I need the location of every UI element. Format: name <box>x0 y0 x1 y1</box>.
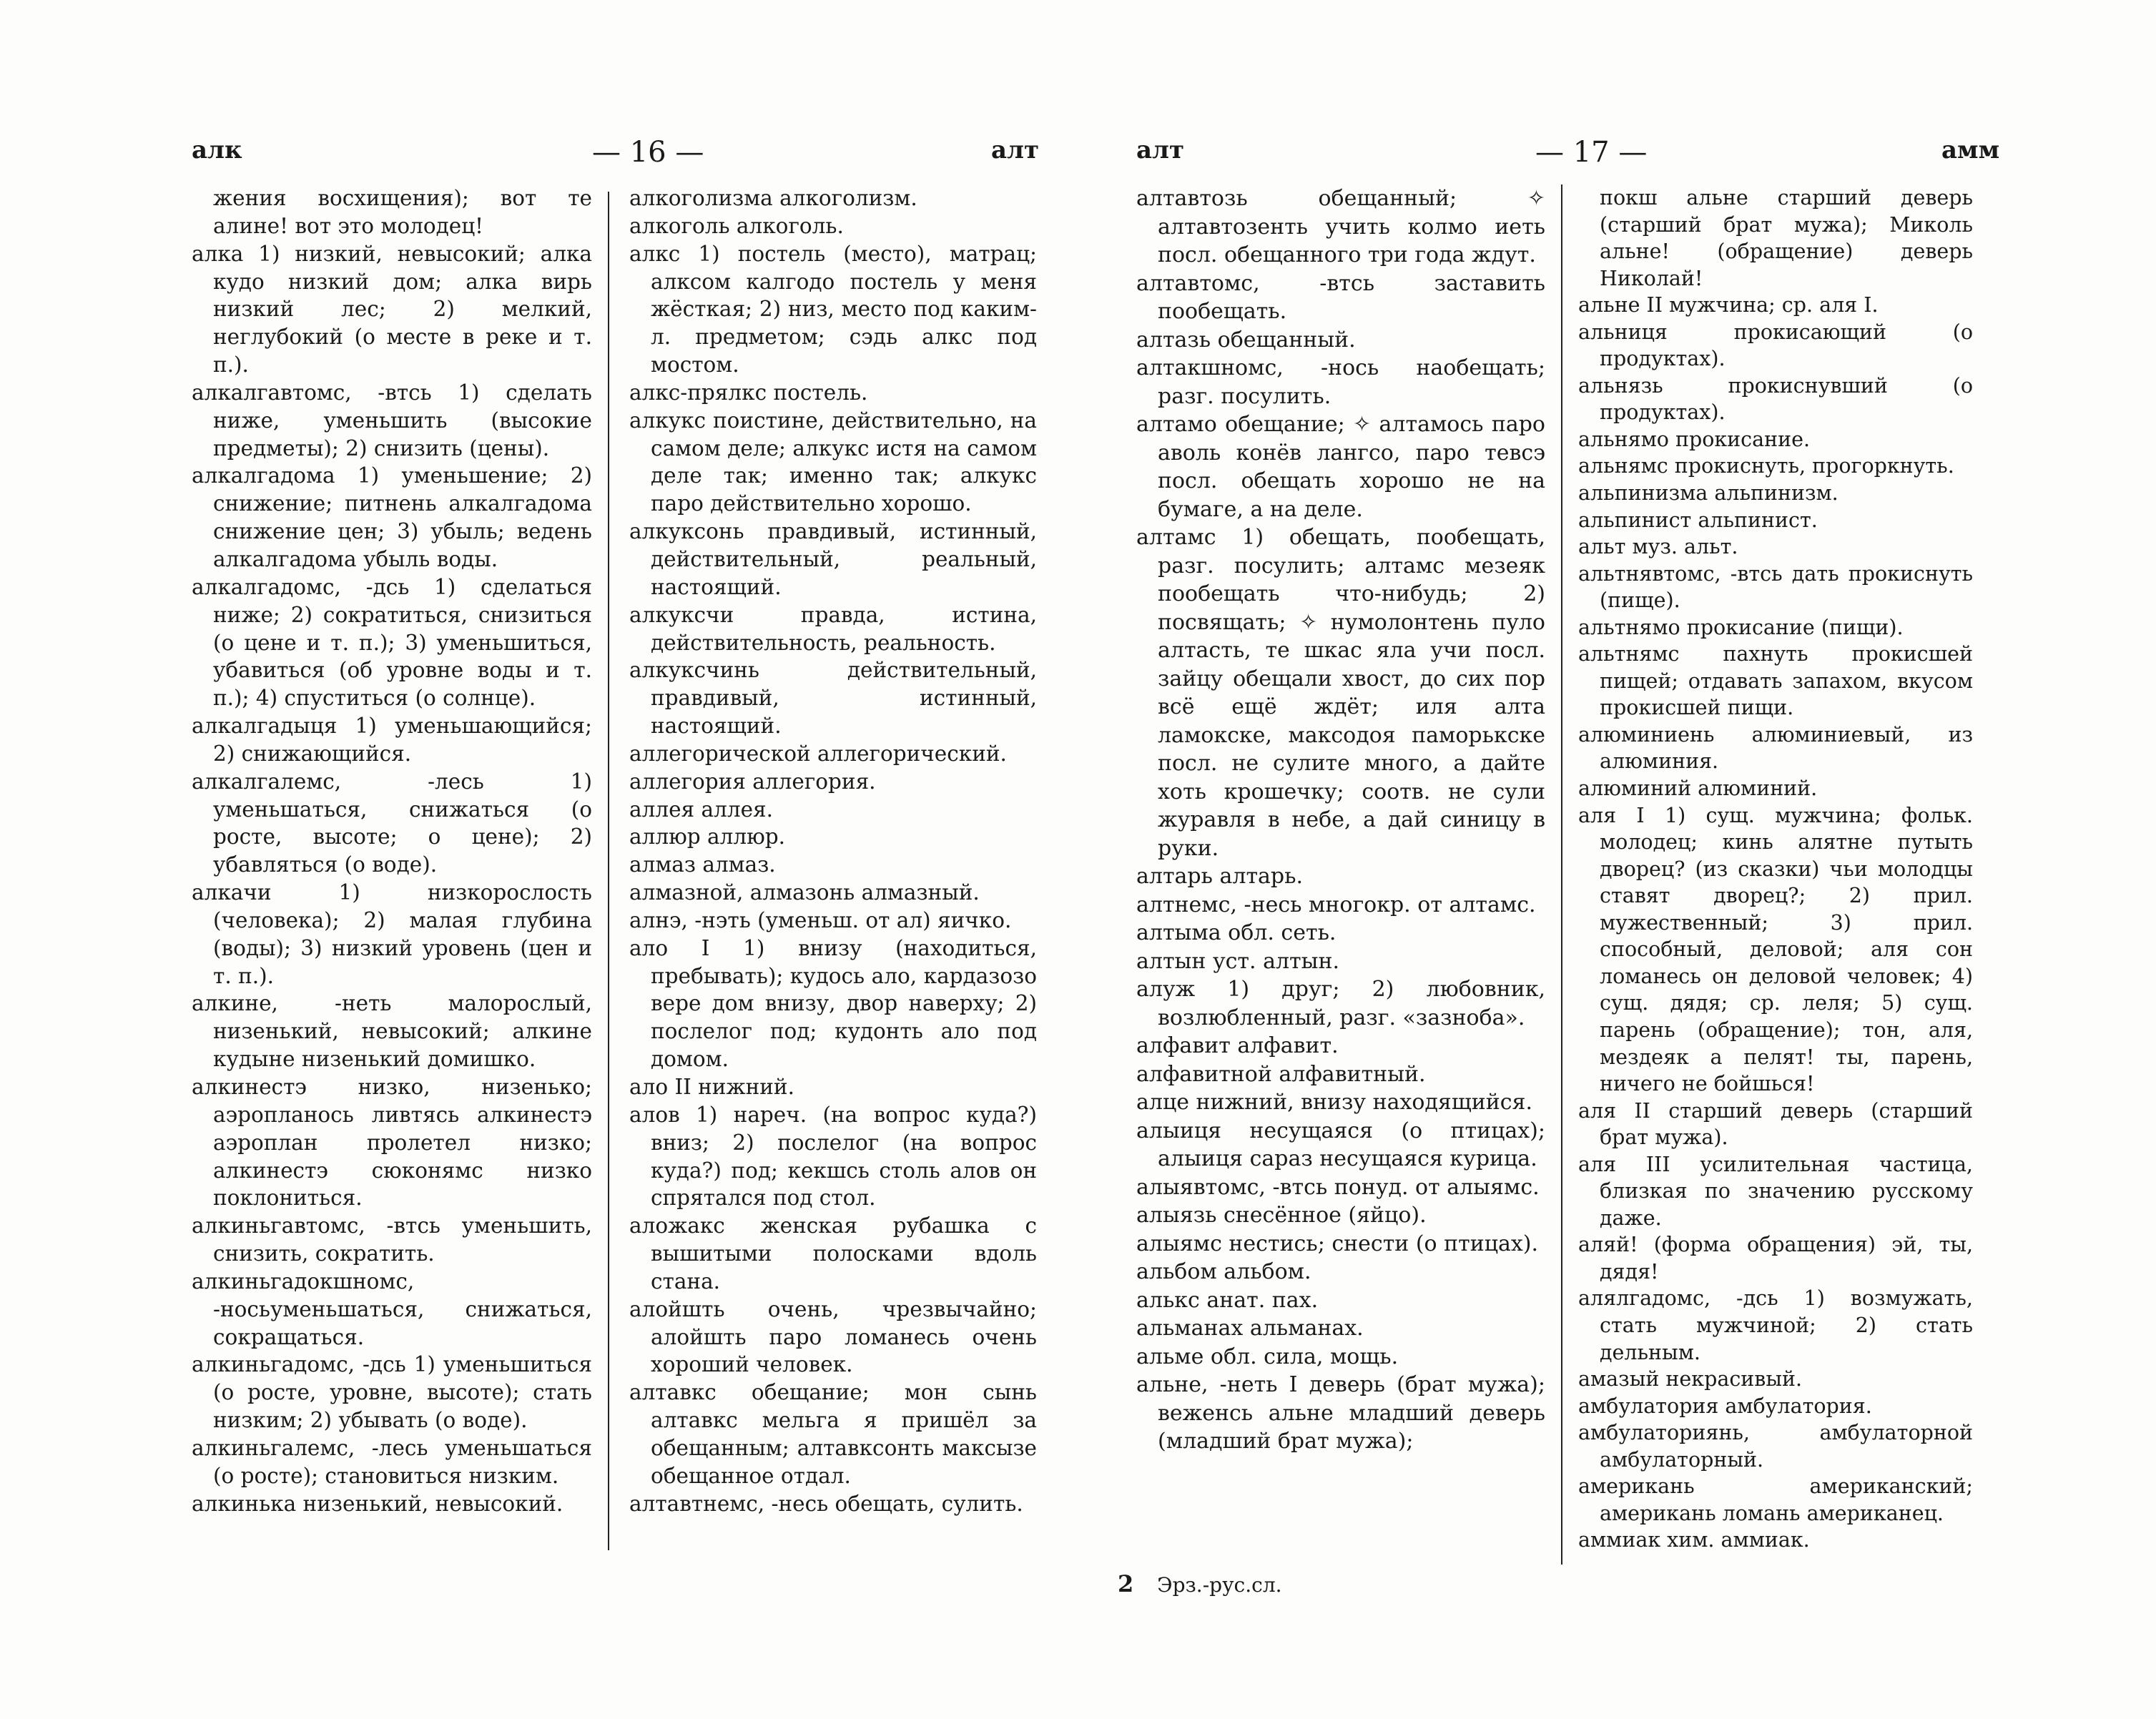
entry: алыязь снесённое (яйцо). <box>1136 1203 1427 1228</box>
entry: алялгадомс, -дсь 1) возмужать, стать мужчиной; 2) стать дельным. <box>1578 1286 1973 1364</box>
entry: алкалгалемс, -лесь 1) уменьшаться, снижаться (о росте, высоте; о цене); 2) убавляться (о воде). <box>192 769 592 877</box>
entry: аложакс женская рубашка с вышитыми полосками вдоль стана. <box>629 1213 1037 1294</box>
entry: ало I 1) внизу (находиться, пребывать); кудось ало, кардазозо вере дом внизу, двор наверху; 2) послелог под; кудонть ало под домом. <box>629 935 1037 1072</box>
entry: аллегорической аллегорический. <box>629 741 1007 766</box>
entry: алфавит алфавит. <box>1136 1033 1339 1058</box>
entry: альтнямс пахнуть прокисшей пищей; отдавать запахом, вкусом прокисшей пищи. <box>1578 642 1973 720</box>
entry: алкалгадомс, -дсь 1) сделаться ниже; 2) сократиться, снизиться (о цене и т. п.); 3) уменьшиться, убавиться (об уровне воды и т. п.); 4) спуститься (о солнце). <box>192 574 592 711</box>
entry: алка 1) низкий, невысокий; алка кудо низкий дом; алка вирь низкий лес; 2) мелкий, неглубокий (о месте в реке и т. п.). <box>192 241 592 378</box>
entry: альпинист альпинист. <box>1578 508 1818 532</box>
signature-mark: 2 <box>1118 1570 1134 1597</box>
entry: аллегория аллегория. <box>629 769 876 794</box>
entry: алкс-прялкс постель. <box>629 380 868 405</box>
entry: алтавтомс, -втсь заставить пообещать. <box>1136 270 1545 324</box>
entry: амбулаториянь, амбулаторной амбулаторный. <box>1578 1421 1973 1472</box>
right-header-left: алт <box>1136 136 1185 164</box>
entry: жения восхищения); вот те алине! вот это молодец! <box>213 186 592 238</box>
entry: аля II старший деверь (старший брат мужа). <box>1578 1098 1973 1150</box>
entry: алов 1) нареч. (на вопрос куда?) вниз; 2) послелог (на вопрос куда?) под; кекшсь столь алов он спрятался под стол. <box>629 1102 1037 1211</box>
entry: алтазь обещанный. <box>1136 327 1356 353</box>
entry: аллюр аллюр. <box>629 824 786 849</box>
entry: альт муз. альт. <box>1578 535 1738 559</box>
left-column-2 <box>629 184 1037 1518</box>
entry: алтамс 1) обещать, пообещать, разг. посулить; алтамс мезеяк пообещать что-нибудь; 2) посвящать; ✧ нумолонтень пуло алтасть, те шкас яла учи посл. зайцу обещали хвост, до сих пор всё ещё ждёт; иля алта ламокске, максодоя паморькске посл. не сулите много, а дайте хоть крошечку; соотв. не сули журавля в небе, а дай синицу в руки. <box>1136 525 1545 861</box>
entry: алнэ, -нэть (уменьш. от ал) яичко. <box>629 907 1012 932</box>
entry: амбулатория амбулатория. <box>1578 1394 1872 1418</box>
right-column-1 <box>1136 184 1545 1456</box>
left-header-left: алк <box>192 136 242 164</box>
entry: алтавтнемс, -несь обещать, сулить. <box>629 1491 1023 1516</box>
entry: алкоголизма алкоголизм. <box>629 186 917 210</box>
entry: амазый некрасивый. <box>1578 1367 1803 1392</box>
left-header-right: алт <box>991 136 1040 164</box>
entry: алмазной, алмазонь алмазный. <box>629 880 980 905</box>
entry: альне II мужчина; ср. аля I. <box>1578 293 1879 317</box>
entry: алкуксчи правда, истина, действительность, реальность. <box>629 602 1037 655</box>
entry: альбом альбом. <box>1136 1259 1311 1284</box>
entry: алтамо обещание; ✧ алтамось паро аволь конёв лангсо, паро тевсэ посл. обещать хорошо не на бумаге, а на деле. <box>1136 412 1545 522</box>
entry: алыиця несущаяся (о птицах); алыиця сараз несущаяся курица. <box>1136 1118 1545 1171</box>
right-column-2 <box>1578 184 1973 1554</box>
entry: аммиак хим. аммиак. <box>1578 1528 1810 1552</box>
page-footer <box>1118 1570 1282 1597</box>
entry: альме обл. сила, мощь. <box>1136 1344 1399 1369</box>
entry: альманах альманах. <box>1136 1316 1364 1341</box>
column-divider <box>608 192 609 1550</box>
entry: американь американский; американь ломань американец. <box>1578 1474 1973 1525</box>
entry: алуж 1) друг; 2) любовник, возлюбленный, разг. «зазноба». <box>1136 977 1545 1030</box>
entry: альниця прокисающий (о продуктах). <box>1578 320 1973 371</box>
entry: алкалгадома 1) уменьшение; 2) снижение; питнень алкалгадома снижение цен; 3) убыль; ведень алкалгадома убыль воды. <box>192 463 592 571</box>
entry: алкиньгалемс, -лесь уменьшаться (о росте); становиться низким. <box>192 1435 592 1488</box>
entry: аля III усилительная частица, близкая по значению русскому даже. <box>1578 1152 1973 1230</box>
entry: алкиньгавтомс, -втсь уменьшить, снизить, сократить. <box>192 1213 592 1266</box>
entry: аляй! (форма обращения) эй, ты, дядя! <box>1578 1233 1973 1284</box>
entry: альнямс прокиснуть, прогоркнуть. <box>1578 454 1954 478</box>
entry: аля I 1) сущ. мужчина; фольк. молодец; кинь алятне путыть дворец? (из сказки) чьи молодцы ставят дворец?; 2) прил. мужественный; 3) прил. способный, деловой; аля сон ломанесь он деловой человек; 4) сущ. дядя; ср. леля; 5) сущ. парень (обращение); тон, аля, мездеяк а пелят! ты, парень, ничего не бойшься! <box>1578 803 1973 1096</box>
entry: альнязь прокиснувший (о продуктах). <box>1578 373 1973 425</box>
right-page <box>1078 0 2155 1719</box>
entry: алтарь алтарь. <box>1136 864 1303 889</box>
right-header-right: амм <box>1941 136 2000 164</box>
column-divider <box>1561 184 1562 1565</box>
entry: алце нижний, внизу находящийся. <box>1136 1090 1533 1115</box>
entry: альтнямо прокисание (пищи). <box>1578 615 1904 639</box>
entry: алкинестэ низко, низенько; аэропланось ливтясь алкинестэ аэроплан пролетел низко; алкинестэ сюконямс низко поклониться. <box>192 1075 592 1211</box>
entry: алюминий алюминий. <box>1578 777 1818 801</box>
entry: алкиньгадомс, -дсь 1) уменьшиться (о росте, уровне, высоте); стать низким; 2) убывать (о воде). <box>192 1352 592 1433</box>
entry: алкачи 1) низкорослость (человека); 2) малая глубина (воды); 3) низкий уровень (цен и т. п.). <box>192 880 592 988</box>
entry: алкинька низенький, невысокий. <box>192 1491 563 1516</box>
entry: алкине, -неть малорослый, низенький, невысокий; алкине кудыне низенький домишко. <box>192 991 592 1072</box>
entry: ало II нижний. <box>629 1075 794 1099</box>
entry: алкоголь алкоголь. <box>629 213 844 238</box>
entry: алкуксонь правдивый, истинный, действительный, реальный, настоящий. <box>629 519 1037 599</box>
entry: алмаз алмаз. <box>629 852 776 877</box>
footer-title: Эрз.-рус.сл. <box>1157 1573 1282 1597</box>
entry: алтнемс, -несь многокр. от алтамс. <box>1136 892 1536 917</box>
entry: алкукс поистине, действительно, на самом деле; алкукс истя на самом деле так; именно так; алкукс паро действительно хорошо. <box>629 408 1037 516</box>
entry: алкалгадыця 1) уменьшающийся; 2) снижающийся. <box>192 714 592 766</box>
entry: алфавитной алфавитный. <box>1136 1061 1426 1087</box>
entry: алойшть очень, чрезвычайно; алойшть паро ломанесь очень хороший человек. <box>629 1296 1037 1377</box>
entry: аллея аллея. <box>629 797 774 822</box>
entry: алкуксчинь действительный, правдивый, истинный, настоящий. <box>629 658 1037 739</box>
entry: алтавкс обещание; мон сынь алтавкс мельга я пришёл за обещанным; алтавксонть максызе обещанное отдал. <box>629 1380 1037 1488</box>
left-column-1 <box>192 184 592 1518</box>
entry: альтнявтомс, -втсь дать прокиснуть (пище). <box>1578 561 1973 613</box>
entry: алкс 1) постель (место), матрац; алксом калгодо постель у меня жёсткая; 2) низ, место под каким-л. предметом; сэдь алкс под мостом. <box>629 241 1037 378</box>
entry: алтавтозь обещанный; ✧ алтавтозенть учить колмо иеть посл. обещанного три года ждут. <box>1136 186 1545 267</box>
entry: покш альне старший деверь (старший брат мужа); Миколь альне! (обращение) деверь Николай! <box>1600 186 1973 290</box>
entry: алкалгавтомс, -втсь 1) сделать ниже, уменьшить (высокие предметы); 2) снизить (цены). <box>192 380 592 460</box>
entry: алькс анат. пах. <box>1136 1287 1319 1313</box>
entry: алтакшномс, -нось наобещать; разг. посулить. <box>1136 355 1545 409</box>
entry: алыявтомс, -втсь понуд. от алыямс. <box>1136 1174 1540 1200</box>
entry: альпинизма альпинизм. <box>1578 481 1838 506</box>
left-page-number: — 16 — <box>592 136 704 169</box>
entry: алкиньгадокшномс, -носьуменьшаться, снижаться, сокращаться. <box>192 1269 592 1349</box>
entry: альне, -неть I деверь (брат мужа); веженсь альне младший деверь (младший брат мужа); <box>1136 1372 1545 1454</box>
entry: алыямс нестись; снести (о птицах). <box>1136 1231 1539 1256</box>
right-page-number: — 17 — <box>1535 136 1648 169</box>
entry: алюминиень алюминиевый, из алюминия. <box>1578 722 1973 774</box>
entry: альнямо прокисание. <box>1578 427 1811 451</box>
entry: алтыма обл. сеть. <box>1136 920 1337 945</box>
entry: алтын уст. алтын. <box>1136 948 1340 974</box>
